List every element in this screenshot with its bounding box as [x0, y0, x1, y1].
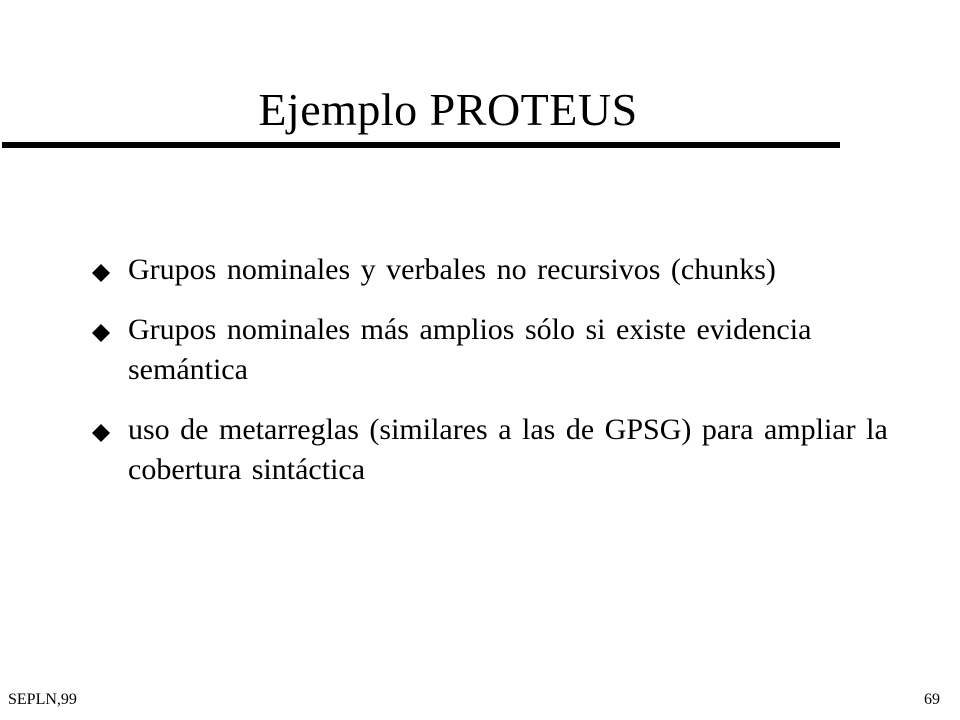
page-number: 69	[924, 691, 940, 708]
diamond-bullet-icon	[92, 264, 110, 282]
bullet-list	[88, 250, 918, 510]
bullet-item	[88, 250, 918, 290]
title-underline	[2, 142, 840, 148]
bullet-text: uso de metarreglas (similares a las de GPSG) para ampliar la cobertura sintáctica	[128, 413, 888, 486]
diamond-bullet-icon	[92, 424, 110, 442]
slide-title: Ejemplo PROTEUS	[258, 84, 638, 135]
bullet-text: Grupos nominales y verbales no recursivos (chunks)	[128, 253, 776, 286]
bullet-item	[88, 310, 918, 390]
footer-source: SEPLN,99	[8, 691, 77, 708]
bullet-item	[88, 410, 918, 490]
diamond-bullet-icon	[92, 324, 110, 342]
bullet-text: Grupos nominales más amplios sólo si existe evidencia semántica	[128, 313, 812, 386]
